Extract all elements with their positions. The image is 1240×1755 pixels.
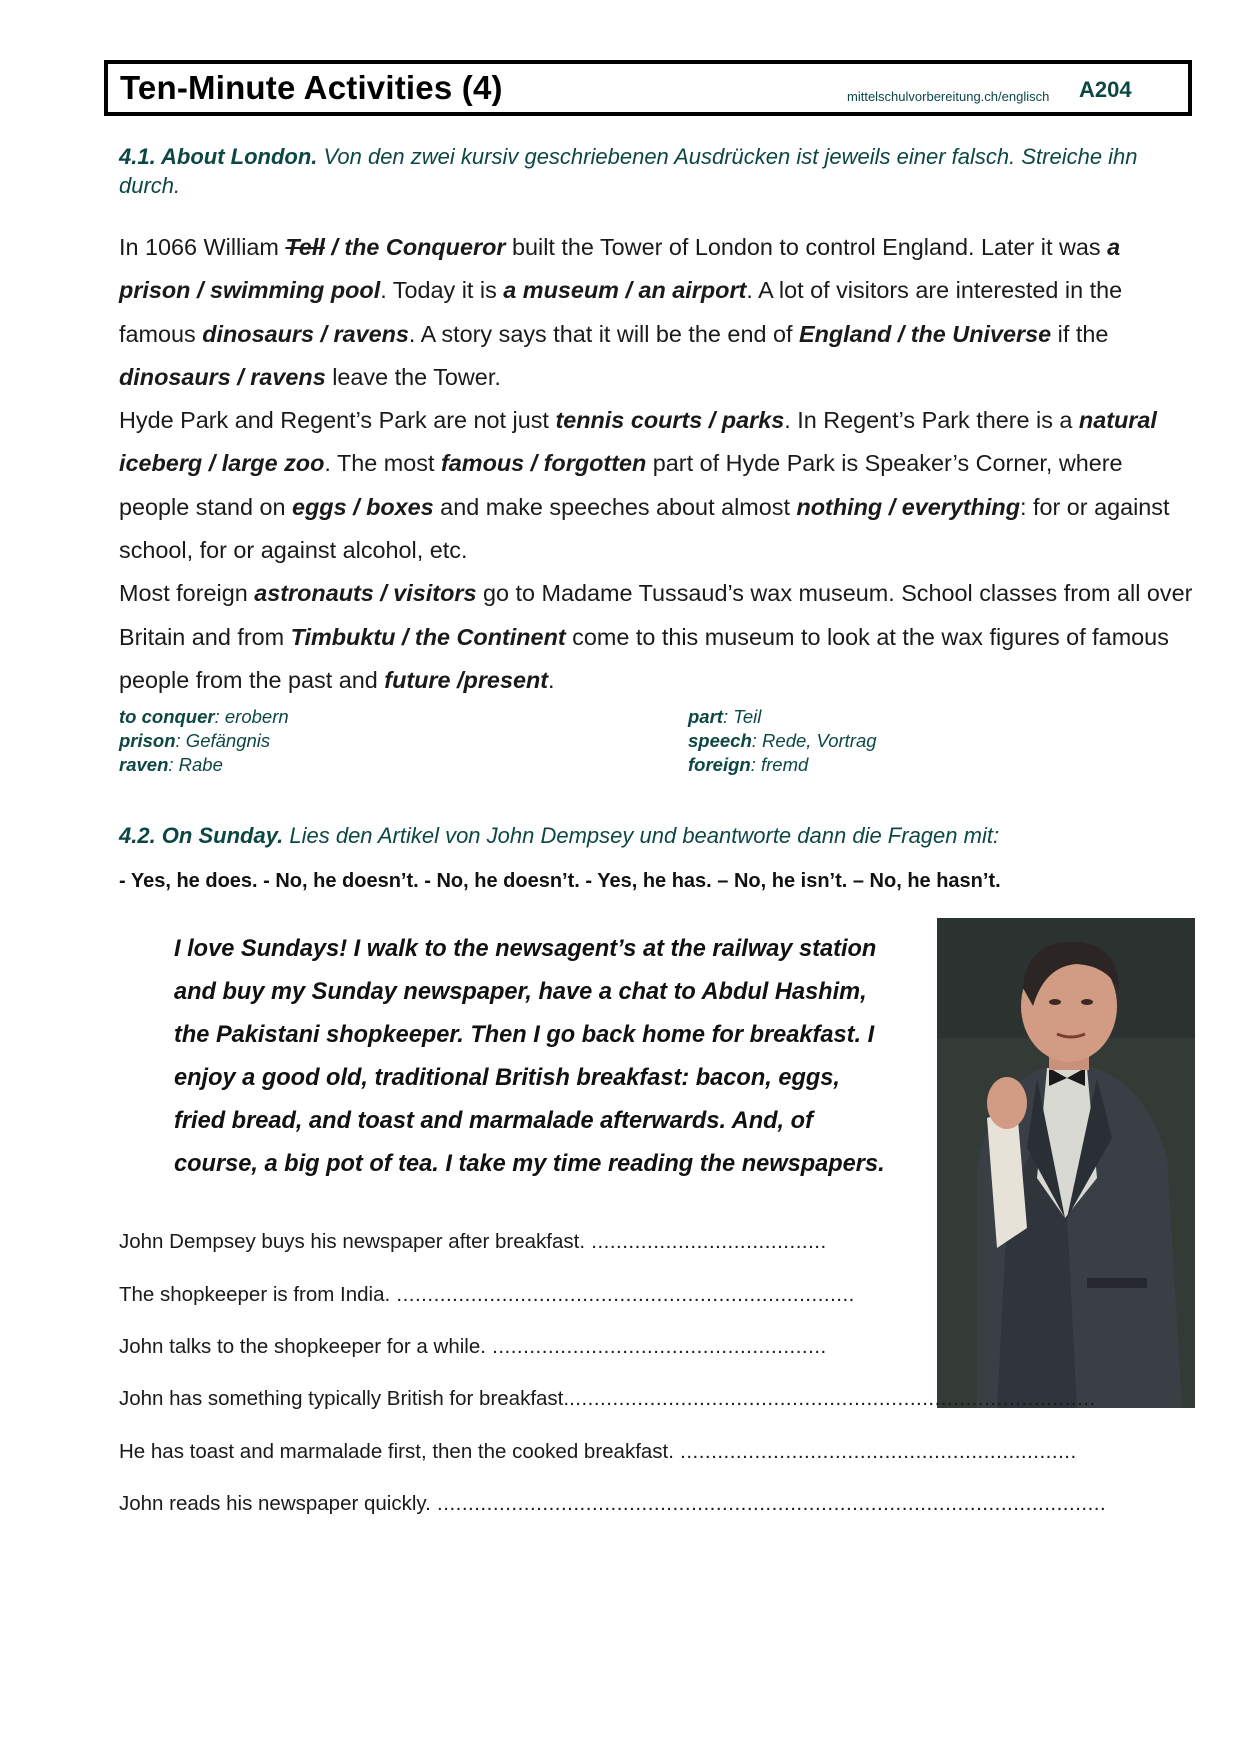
option-pair[interactable]: a museum / an airport	[503, 277, 747, 304]
question-2: The shopkeeper is from India. ..........................................................................	[119, 1283, 855, 1306]
option-pair[interactable]: England / the Universe	[798, 320, 1052, 347]
dempsey-quote: I love Sundays! I walk to the newsagent’s at the railway station and buy my Sunday newspaper, have a chat to Abdul Hashim, the Pakistani shopkeeper. Then I go back home for breakfast. I enjoy a good old, traditional British breakfast: bacon, eggs, fried bread, and toast and marmalade afterwards. And, of course, a big pot of tea. I take my time reading the newspapers.	[174, 936, 885, 1177]
answer-line[interactable]: ......................................................	[485, 1335, 827, 1358]
answer-line[interactable]: ..........................................................................	[390, 1283, 855, 1306]
john-dempsey-photo	[937, 918, 1195, 1408]
answer-options: - Yes, he does. - No, he doesn’t. - No, he doesn’t. - Yes, he has. – No, he isn’t. – No, he hasn’t.	[119, 870, 1001, 892]
vocab-list-left	[119, 705, 289, 777]
section-2-instruction	[119, 821, 1199, 850]
vocab-item: foreign: fremd	[688, 754, 809, 775]
about-london-text	[119, 226, 1195, 702]
question-1: John Dempsey buys his newspaper after breakfast. ......................................	[119, 1230, 827, 1253]
struck-option: Tell	[285, 234, 325, 260]
answer-line[interactable]: ......................................	[585, 1230, 827, 1253]
source-url: mittelschulvorbereitung.ch/englisch	[847, 89, 1050, 104]
section-2-instruction-text: Lies den Artikel von John Dempsey und beantworte dann die Fragen mit:	[289, 823, 1000, 848]
question-4: John has something typically British for breakfast......................................................................................	[119, 1387, 1096, 1410]
option-pair[interactable]: nothing / everything	[796, 493, 1020, 520]
option-pair[interactable]: Timbuktu / the Continent	[290, 623, 566, 650]
section-1-instruction	[119, 142, 1199, 200]
vocab-item: raven: Rabe	[119, 754, 223, 775]
option-pair[interactable]: astronauts / visitors	[254, 580, 477, 607]
question-5: He has toast and marmalade first, then the cooked breakfast. ................................................................	[119, 1440, 1077, 1463]
section-2-heading: 4.2. On Sunday.	[119, 823, 284, 848]
option-pair[interactable]: famous / forgotten	[440, 450, 647, 477]
option-pair[interactable]: tennis courts / parks	[555, 407, 785, 434]
worksheet-code: A204	[1079, 77, 1132, 102]
answer-line[interactable]: .....................................................................................	[569, 1387, 1096, 1410]
option-pair[interactable]: eggs / boxes	[291, 493, 434, 520]
answer-line[interactable]: ................................................................	[673, 1440, 1077, 1463]
option-pair[interactable]: dinosaurs / ravens	[202, 320, 409, 347]
section-1-heading: 4.1. About London.	[119, 144, 318, 169]
answer-line[interactable]: ............................................................................................................	[430, 1492, 1107, 1515]
vocab-item: speech: Rede, Vortrag	[688, 730, 877, 751]
option-pair[interactable]: dinosaurs / ravens	[119, 363, 326, 390]
question-3: John talks to the shopkeeper for a while. ......................................................	[119, 1335, 827, 1358]
paragraph-tower: In 1066 William Tell / the Conqueror built the Tower of London to control England. Later it was a prison / swimming pool. Today it is a museum / an airport. A lot of visitors are interested in the famous dinosaurs / ravens. A story says that it will be the end of England / the Universe if the dinosaurs / ravens leave the Tower.	[119, 234, 1123, 390]
option-pair[interactable]: a prison / swimming pool	[119, 234, 1121, 304]
paragraph-tussauds: Most foreign astronauts / visitors go to Madame Tussaud’s wax museum. School classes from all over Britain and from Timbuktu / the Continent come to this museum to look at the wax figures of famous people from the past and future /present.	[119, 580, 1193, 693]
vocab-item: part: Teil	[688, 706, 762, 727]
page-title: Ten-Minute Activities (4)	[120, 69, 503, 106]
section-1-instruction-text: Von den zwei kursiv geschriebenen Ausdrücken ist jeweils einer falsch. Streiche ihn durch.	[119, 144, 1138, 198]
option-pair[interactable]: future /present	[384, 666, 549, 693]
paragraph-parks: Hyde Park and Regent’s Park are not just tennis courts / parks. In Regent’s Park there is a natural iceberg / large zoo. The most famous / forgotten part of Hyde Park is Speaker’s Corner, where people stand on eggs / boxes and make speeches about almost nothing / everything: for or against school, for or against alcohol, etc.	[119, 407, 1170, 564]
vocab-list-right	[688, 705, 877, 777]
vocab-item: prison: Gefängnis	[119, 730, 271, 751]
vocab-item: to conquer: erobern	[119, 706, 289, 727]
question-6: John reads his newspaper quickly. ............................................................................................................	[119, 1492, 1107, 1515]
option-pair[interactable]: natural iceberg / large zoo	[119, 407, 1157, 477]
portrait-illustration	[937, 918, 1195, 1408]
worksheet-header	[104, 60, 1192, 116]
